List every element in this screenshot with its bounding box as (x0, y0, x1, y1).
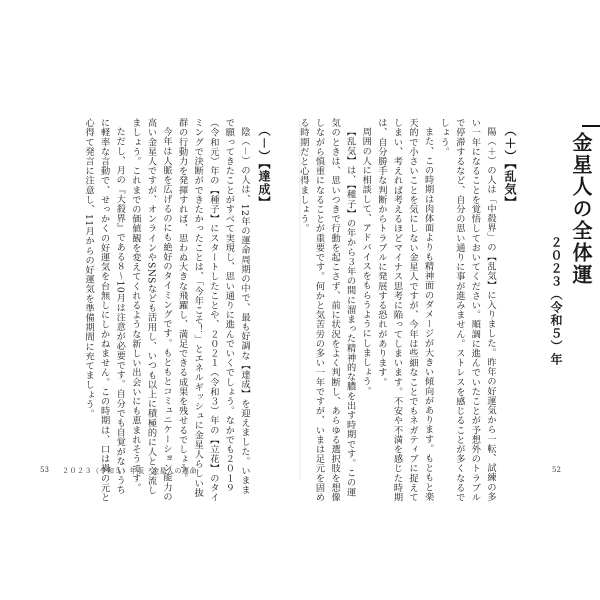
section-heading-plus: （＋）【乱気】 (503, 124, 517, 209)
page-number-left: 53 (40, 466, 49, 474)
left-paragraph-2: 今年は人脈を広げるのにも絶好のタイミングです。もともとコミュニケーション能力の高い金星人ですが、オンラインやSNSなども活用し、いつも以上に積極的に人と交流しましょう。これまでの価値観を変えてくれるような新しい出会いにも恵まれそうです。 (129, 118, 173, 502)
page-number-right: 52 (552, 466, 561, 474)
chapter-subtitle: ２０２３（令和５）年 (549, 236, 563, 366)
running-footer: ２０２３（令和５）年版 金星人の運命 (62, 467, 197, 475)
right-paragraph-3: 周囲の人に相談して、アドバイスをもらうようにしましょう。 (360, 127, 372, 396)
title-rule (582, 125, 600, 127)
left-page-body (40, 118, 252, 503)
right-page-body (297, 118, 498, 503)
left-paragraph-1: 陰（－）の人は、12年の運命周期の中で、最も好調な【達成】を迎えました。いままで願ってきたことがすべて実現し、思い通りに進んでいくでしょう。なかでも２０１９（令和元）年の【種子】にスタートしたことや、２０２１（令和３）年の【立花】のタイミングで決断ができたかったことは、「今年こそ！」とエネルギッシュに金星人らしい抜群の行動力を発揮すれば、思わぬ大きな飛躍し、満足できる成果を残せるでしょう。 (176, 118, 250, 502)
chapter-title: 金星人の全体運 (569, 132, 593, 286)
left-paragraph-3: ただし、月の『大殺界』である８〜10月は注意が必要です。自分でも自覚がないうちに軽率な言動で、せっかくの好運気を台無しにしかねません。この時期は、口は禍の元と心得て発言に注意し、11月からの好運気を準備期間に充てましょう。 (83, 118, 126, 502)
right-paragraph-4: 【乱気】は、【種子】の年から３年の間に溜まった精神的な膿を出す時期です。この運気のときは、思いつきで行動を起こさず、前に状況をよく判断し、あらゆる選択肢を想像しながら慎重になることが重要です。何かと気苦労の多い一年ですが、いまは足元を固める時期だと心得ましょう。 (297, 118, 356, 502)
right-paragraph-1: 陽（＋）の人は「中殺界」の【乱気】に入りました。昨年の好運気から一転、試練の多い一年になることを覚悟しておいてください。順調に進んでいたことが予想外のトラブルで停滞するなど、自分の思い通りに事が進みません。ストレスを感じることが多くなるでしょう。 (438, 118, 496, 502)
section-heading-minus: （－）【達成】 (257, 124, 271, 210)
right-paragraph-2: また、この時期は肉体面よりも精神面のダメージが大きい傾向があります。もともと楽天的で小さいことを気にしない金星人ですが、今年は些細なことでもネガティブに捉えてしまい、考えれば考えるほどマイナス思考に陥ってしまいます。不安や不満を感じた時期は、自分勝手な判断からトラブルに発展する恐れがあります。 (375, 118, 434, 502)
